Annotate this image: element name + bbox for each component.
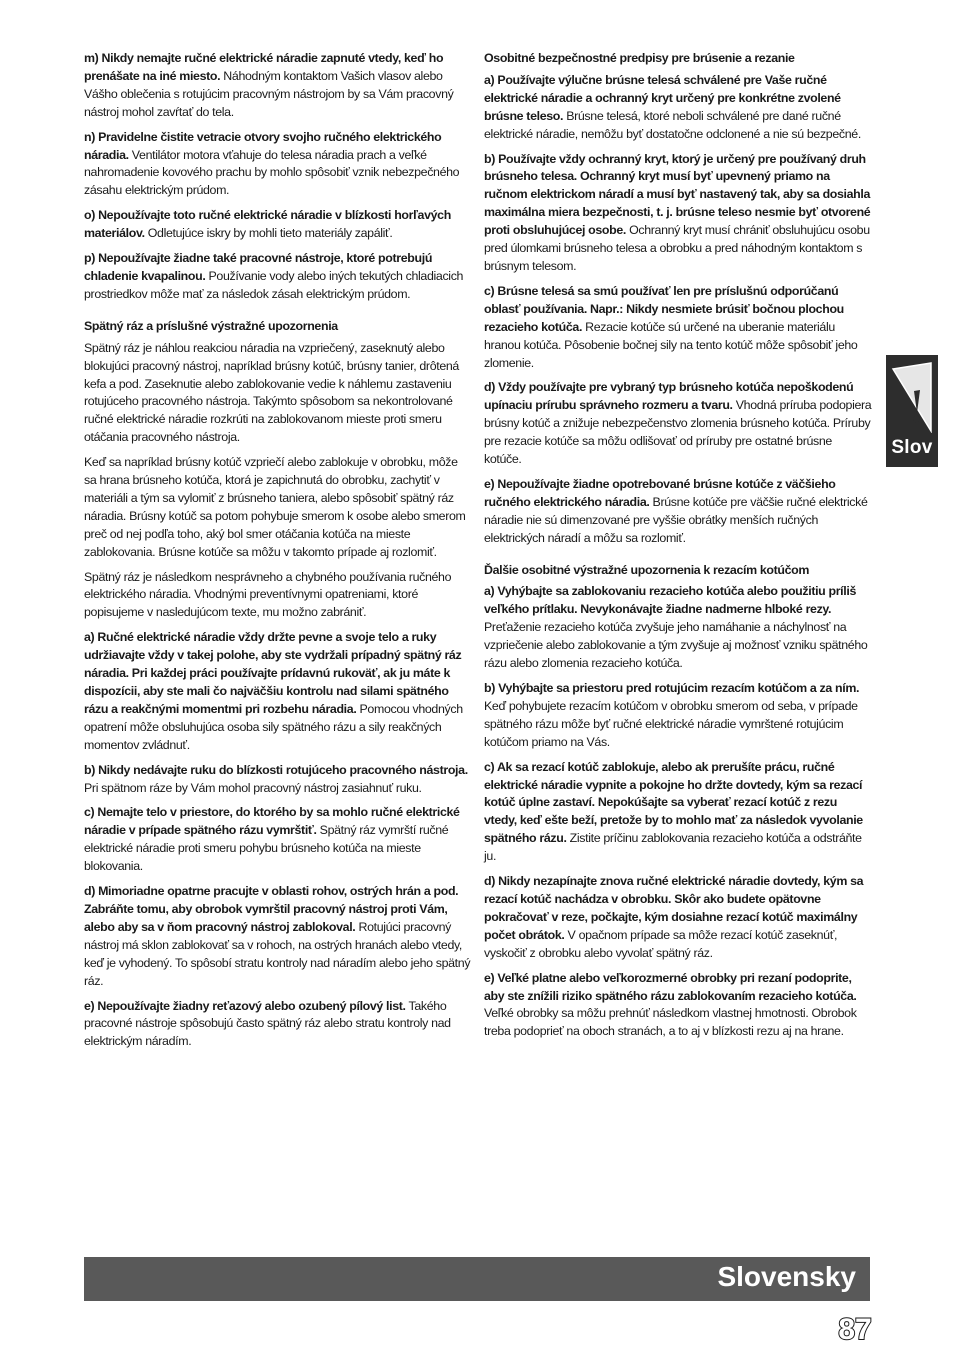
paragraph (484, 873, 872, 963)
paragraph-body: Keď sa napríklad brúsny kotúč vzpriečí alebo zablokuje v obrobku, môže sa hrana brúsneho kotúča, ktorá je zapichnutá do obrobku, zachytiť v materiáli a tým sa vylomiť z brúsneho taniera, alebo spôsobiť spätný ráz náradia. Brúsny kotúč sa potom pohybuje smerom k osobe alebo smerom preč od nej podľa toho, aký bol smer otáčania kotúča na mieste zablokovania. Brúsne kotúče sa môžu v takomto prípade aj rozlomiť. (84, 455, 466, 559)
paragraph (84, 998, 472, 1052)
paragraph-body: Náhodným kontaktom Vašich vlasov alebo Vášho oblečenia s rotujúcim pracovným nástrojom by sa Vám pracovný nástroj mohol zavŕtať do tela. (84, 68, 454, 119)
paragraph-lead: a) Používajte výlučne brúsne telesá schválené pre Vaše ručné elektrické náradie a ochranný kryt určený pre konkrétne zvolené brúsne teleso. (484, 72, 841, 123)
paragraph-body: Spätný ráz vymrští ručné elektrické náradie proti smeru pohybu brúsneho kotúča na mieste blokovania. (84, 823, 449, 874)
paragraph (84, 569, 472, 623)
paragraph-lead: a) Vyhýbajte sa zablokovaniu rezacieho kotúča alebo použitiu príliš veľkého prítlaku. Nevykonávajte žiadne nadmerne hlboké rezy. (484, 584, 857, 617)
paragraph (84, 50, 472, 122)
paragraph (484, 151, 872, 276)
paragraph-body: Odletujúce iskry by mohli tieto materiály zapáliť. (144, 226, 393, 241)
paragraph-body: Pri spätnom ráze by Vám mohol pracovný nástroj zasiahnuť ruku. (84, 780, 422, 795)
paragraph-lead: d) Nikdy nezapínajte znova ručné elektrické náradie dovtedy, kým sa rezací kotúč nachádza v obrobku. Skôr ako budete opätovne pokračovať v reze, počkajte, kým dosiahne rezací kotúč maximálny počet obrátok. (484, 874, 864, 942)
paragraph-body: Spätný ráz je následkom nesprávneho a chybného používania ručného elektrického náradia. Vhodnými preventívnymi opatreniami, ktoré popisujeme v nasledujúcom texte, mu možno zabrániť. (84, 569, 452, 620)
footer-bar (84, 1257, 870, 1301)
page-number (836, 1311, 874, 1345)
paragraph (484, 970, 872, 1042)
paragraph-body: Brúsne telesá, ktoré neboli schválené pre dané ručné elektrické náradie, nemôžu byť dostatočne odclonené a nie sú bezpečné. (484, 108, 861, 141)
paragraph-lead: b) Používajte vždy ochranný kryt, ktorý je určený pre používaný druh brúsneho telesa. Ochranný kryt musí byť upevnený priamo na ručnom elektrickom náradí a musí byť nastavený tak, aby sa dosiahla maximálna miera bezpečnosti, t. j. brúsne teleso nesmie byť otvorené proti obsluhujúcej osobe. (484, 151, 871, 238)
paragraph-lead: p) Nepoužívajte žiadne také pracovné nástroje, ktoré potrebujú chladenie kvapalinou. (84, 251, 433, 283)
paragraph-lead: b) Vyhýbajte sa priestoru pred rotujúcim rezacím kotúčom a za ním. (484, 681, 860, 695)
tab-label: Slov (891, 437, 933, 458)
paragraph-body: Preťaženie rezacieho kotúča zvyšuje jeho namáhanie a náchylnosť na vzpriečenie alebo zablokovanie a tým zvyšuje aj možnosť vzniku spätného rázu alebo zlomenia rezacieho kotúča. (484, 620, 868, 671)
paragraph-body: V opačnom prípade sa môže rezací kotúč zaseknúť, vyskočiť z obrobku alebo vyvolať spätný ráz. (484, 927, 838, 960)
paragraph (484, 72, 872, 144)
left-column (84, 50, 472, 1058)
paragraph-body: Používanie vody alebo iných tekutých chladiacich prostriedkov môže mať za následok zásah elektrickým prúdom. (84, 268, 464, 301)
warning-triangle-icon (891, 361, 933, 433)
paragraph (484, 680, 872, 752)
paragraph-lead: d) Mimoriadne opatrne pracujte v oblasti rohov, ostrých hrán a pod. Zabráňte tomu, aby obrobok vymrštil pracovný nástroj proti Vám, alebo aby sa v ňom pracovný nástroj zablokoval. (84, 884, 459, 934)
paragraph (84, 762, 472, 798)
footer-language: Slovensky (717, 1261, 856, 1292)
paragraph (84, 804, 472, 876)
paragraph (84, 129, 472, 201)
section-heading: Ďalšie osobitné výstražné upozornenia k rezacím kotúčom (484, 562, 810, 577)
paragraph-lead: c) Ak sa rezací kotúč zablokuje, alebo ak prerušíte prácu, ručné elektrické náradie vypnite a pokojne ho držte dovtedy, kým sa rezací kotúč úplne zastaví. Nepokúšajte sa vyberať rezací kotúč z rezu vtedy, keď ešte beží, pretože by to mohlo mať za následok vyvolanie spätného rázu. (484, 759, 863, 846)
paragraph-body: Keď pohybujete rezacím kotúčom v obrobku smerom od seba, v prípade spätného rázu môže byť ručné elektrické náradie vymrštené rotujúcim kotúčom priamo na Vás. (484, 698, 858, 749)
paragraph (84, 207, 472, 243)
paragraph (84, 250, 472, 304)
paragraph-lead: d) Vždy používajte pre vybraný typ brúsneho kotúča nepoškodenú upínaciu prírubu správneho rozmeru a tvaru. (484, 380, 854, 413)
paragraph-lead: c) Nemajte telo v priestore, do ktorého by sa mohlo ručné elektrické náradie v prípade spätného rázu vymrštiť. (84, 805, 460, 838)
paragraph-lead: a) Ručné elektrické náradie vždy držte pevne a svoje telo a ruky udržiavajte vždy v takej polohe, aby ste vydržali prípadný spätný ráz náradia. Pri každej práci používajte prídavnú rukoväť, ak ju máte k dispozícii, aby ste mali čo najväčšiu kontrolu nad silami spätného rázu a reakčnými momentmi pri rozbehu náradia. (84, 630, 462, 716)
paragraph (484, 476, 872, 548)
paragraph-lead: e) Nepoužívajte žiadny reťazový alebo ozubený pílový list. (84, 998, 406, 1013)
paragraph (84, 454, 472, 561)
paragraph-body: Takého pracovné nástroje spôsobujú často spätný ráz alebo stratu kontroly nad elektrickým náradím. (84, 998, 451, 1049)
paragraph (84, 883, 472, 990)
paragraph (484, 283, 872, 373)
paragraph-body: Vhodná príruba podopiera brúsny kotúč a znižuje nebezpečenstvo zlomenia brúsneho kotúča. Príruby pre rezacie kotúče sa môžu odlišovať od príruby pre ostatné brúsne kotúče. (484, 398, 872, 467)
paragraph-lead: o) Nepoužívajte toto ručné elektrické náradie v blízkosti horľavých materiálov. (84, 208, 451, 241)
paragraph (84, 340, 472, 447)
paragraph-body: Ochranný kryt musí chrániť obsluhujúcu osobu pred úlomkami brúsneho telesa a obrobku a pred náhodným kontaktom s brúsnym telesom. (484, 223, 870, 273)
paragraph-body: Spätný ráz je náhlou reakciou náradia na vzpriečený, zaseknutý alebo blokujúci pracovný nástroj, napríklad brúsny kotúč, brúsny tanier, drôtená kefa a pod. Zaseknutie alebo zablokovanie vedie k náhlemu zastaveniu rotujúceho pracovného nástroja. Takýmto spôsobom sa nekontrolované ručné elektrické náradie rozkrúti na zablokovanom mieste proti smeru otáčania pracovného nástroja. (84, 340, 459, 445)
paragraph (84, 629, 472, 754)
paragraph (484, 379, 872, 469)
section-heading: Spätný ráz a príslušné výstražné upozornenia (84, 318, 338, 333)
paragraph-lead: n) Pravidelne čistite vetracie otvory svojho ručného elektrického náradia. (84, 129, 442, 162)
paragraph-lead: e) Nepoužívajte žiadne opotrebované brúsne kotúče z väčšieho ručného elektrického náradia. (484, 476, 836, 509)
paragraph-lead: e) Veľké platne alebo veľkorozmerné obrobky pri rezaní podoprite, aby ste znížili riziko spätného rázu zablokovaním rezacieho kotúča. (484, 970, 857, 1003)
paragraph-body: Veľké obrobky sa môžu prehnúť následkom vlastnej hmotnosti. Obrobok treba podoprieť na oboch stranách, a to aj v blízkosti rezu aj na hrane. (484, 1006, 857, 1039)
paragraph-body: Ventilátor motora vťahuje do telesa náradia prach a veľké nahromadenie kovového prachu by mohlo spôsobiť vznik nebezpečného zásahu elektrickým prúdom. (84, 147, 460, 198)
paragraph (484, 759, 872, 866)
paragraph-body: Brúsne kotúče pre väčšie ručné elektrické náradie nie sú dimenzované pre vyššie obrátky menších ručných elektrických náradí a môžu sa rozlomiť. (484, 494, 868, 545)
paragraph (484, 583, 872, 673)
right-column (484, 50, 872, 1048)
paragraph-body: Pomocou vhodných opatrení môže obsluhujúca osoba sily spätného rázu a sily reakčných momentov zvládnuť. (84, 701, 463, 752)
paragraph-lead: m) Nikdy nemajte ručné elektrické náradie zapnuté vtedy, keď ho prenášate na iné miesto. (84, 51, 444, 83)
paragraph-lead: b) Nikdy nedávajte ruku do blízkosti rotujúceho pracovného nástroja. (84, 762, 468, 777)
paragraph-body: Rotujúci pracovný nástroj má sklon zablokovať sa v rohoch, na ostrých hranách alebo vtedy, keď je vyhodený. To spôsobí stratu kontroly nad náradím alebo jeho spätný ráz. (84, 919, 471, 988)
paragraph-body: Rezacie kotúče sú určené na uberanie materiálu hranou kotúča. Pôsobenie bočnej sily na tento kotúč môže spôsobiť jeho zlomenie. (484, 319, 858, 370)
section-heading: Osobitné bezpečnostné predpisy pre brúsenie a rezanie (484, 51, 795, 65)
paragraph-body: Zistite príčinu zablokovania rezacieho kotúča a odstráňte ju. (484, 831, 862, 864)
paragraph-lead: c) Brúsne telesá sa smú používať len pre príslušnú odporúčanú oblasť používania. Napr.: Nikdy nesmiete brúsiť bočnou plochou rezacieho kotúča. (484, 283, 844, 334)
language-tab (886, 355, 938, 467)
page-number-text: 87 (838, 1313, 872, 1345)
